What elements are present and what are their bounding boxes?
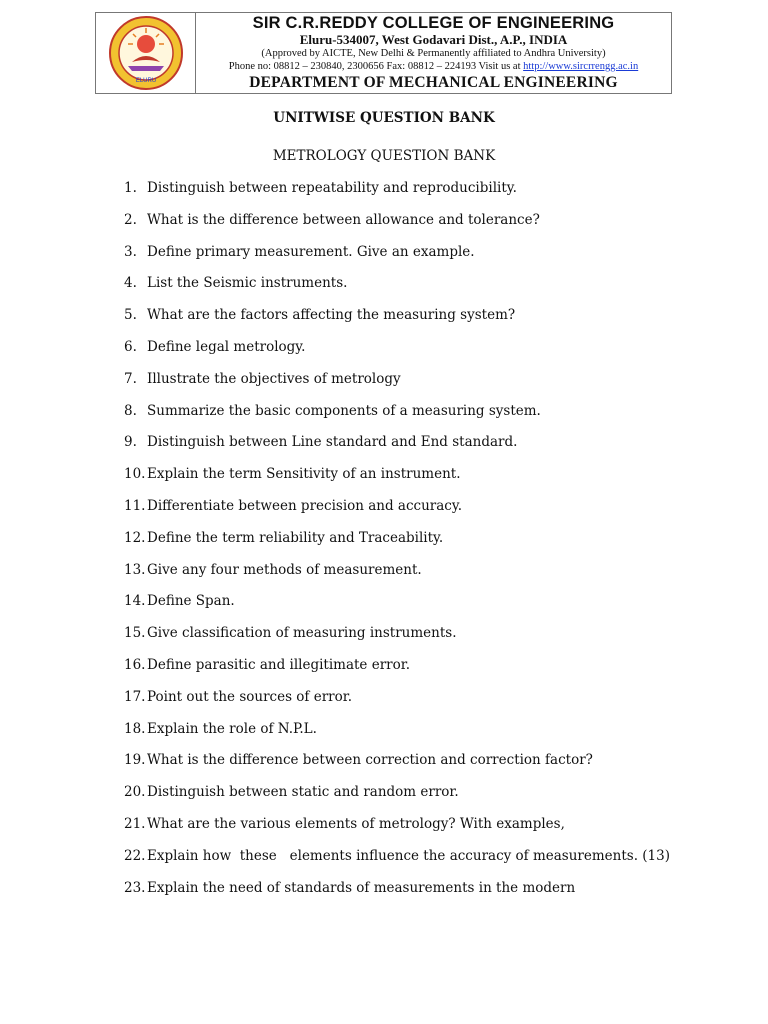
question-number: 8. xyxy=(124,402,137,419)
contact-details: Phone no: 08812 – 230840, 2300656 Fax: 08812 – 224193 Visit us at xyxy=(228,61,524,72)
question-number: 6. xyxy=(124,338,137,355)
question-item xyxy=(0,497,768,529)
question-number: 20. xyxy=(124,784,146,801)
college-logo-icon xyxy=(106,14,186,92)
question-item xyxy=(0,179,768,211)
question-item xyxy=(0,815,768,847)
question-text: Explain the role of N.P.L. xyxy=(147,720,317,737)
question-number: 17. xyxy=(124,688,146,705)
letterhead xyxy=(95,12,672,94)
page-subtitle: METROLOGY QUESTION BANK xyxy=(272,148,496,164)
logo-cell xyxy=(96,13,196,93)
question-text: Define Span. xyxy=(147,593,235,610)
question-item xyxy=(0,879,768,911)
question-text: Give any four methods of measurement. xyxy=(147,561,422,578)
question-text: Explain the need of standards of measurements in the modern xyxy=(147,879,576,896)
question-number: 7. xyxy=(124,370,137,387)
question-number: 14. xyxy=(124,593,146,610)
question-number: 19. xyxy=(124,752,146,769)
question-item xyxy=(0,624,768,656)
question-text: Define the term reliability and Traceability. xyxy=(147,529,444,546)
question-number: 2. xyxy=(124,211,137,228)
question-item xyxy=(0,211,768,243)
department-name: DEPARTMENT OF MECHANICAL ENGINEERING xyxy=(249,74,618,91)
question-item xyxy=(0,688,768,720)
question-text: Give classification of measuring instruments. xyxy=(147,625,457,642)
question-number: 18. xyxy=(124,720,146,737)
question-text: What are the factors affecting the measuring system? xyxy=(147,307,516,324)
question-text: Define primary measurement. Give an example. xyxy=(147,243,475,260)
approval-note: (Approved by AICTE, New Delhi & Permanently affiliated to Andhra University) xyxy=(261,48,606,59)
question-text: Define parasitic and illegitimate error. xyxy=(147,656,410,673)
question-number: 11. xyxy=(124,497,146,514)
letterhead-text xyxy=(196,13,671,93)
question-text: Explain the term Sensitivity of an instrument. xyxy=(147,466,461,483)
question-item xyxy=(0,561,768,593)
logo-text: ELURU xyxy=(135,78,156,84)
question-number: 5. xyxy=(124,307,137,324)
question-number: 16. xyxy=(124,656,146,673)
question-text: What are the various elements of metrology? With examples, xyxy=(147,815,565,832)
question-list xyxy=(0,179,768,910)
question-item xyxy=(0,847,768,879)
question-number: 12. xyxy=(124,529,146,546)
question-number: 3. xyxy=(124,243,137,260)
question-number: 13. xyxy=(124,561,146,578)
question-number: 10. xyxy=(124,466,146,483)
question-text: Differentiate between precision and accuracy. xyxy=(147,497,462,514)
question-item xyxy=(0,465,768,497)
question-number: 22. xyxy=(124,847,146,864)
question-item xyxy=(0,370,768,402)
page-title: UNITWISE QUESTION BANK xyxy=(273,110,495,126)
question-item xyxy=(0,306,768,338)
question-text: Illustrate the objectives of metrology xyxy=(147,370,401,387)
question-item xyxy=(0,402,768,434)
question-item xyxy=(0,338,768,370)
question-text: Summarize the basic components of a measuring system. xyxy=(147,402,541,419)
question-item xyxy=(0,720,768,752)
question-text: What is the difference between allowance and tolerance? xyxy=(147,211,540,228)
question-number: 1. xyxy=(124,180,137,196)
question-item xyxy=(0,656,768,688)
question-text: List the Seismic instruments. xyxy=(147,275,348,292)
question-number: 9. xyxy=(124,434,137,451)
question-text: Distinguish between repeatability and reproducibility. xyxy=(147,180,517,196)
question-number: 15. xyxy=(124,625,146,642)
question-item xyxy=(0,529,768,561)
question-item xyxy=(0,592,768,624)
question-text: Distinguish between static and random error. xyxy=(147,784,459,801)
question-text: Distinguish between Line standard and End standard. xyxy=(147,434,518,451)
question-text: Define legal metrology. xyxy=(147,338,306,355)
college-name: SIR C.R.REDDY COLLEGE OF ENGINEERING xyxy=(252,14,615,32)
question-item xyxy=(0,783,768,815)
question-item xyxy=(0,433,768,465)
question-item xyxy=(0,751,768,783)
question-number: 4. xyxy=(124,275,137,292)
question-text: Point out the sources of error. xyxy=(147,688,353,705)
question-text: Explain how these elements influence the accuracy of measurements. (13) xyxy=(147,847,670,864)
question-number: 21. xyxy=(124,815,146,832)
question-text: What is the difference between correction and correction factor? xyxy=(147,752,593,769)
question-item xyxy=(0,274,768,306)
website-link[interactable]: http://www.sircrrengg.ac.in xyxy=(523,61,639,72)
question-number: 23. xyxy=(124,879,146,896)
question-item xyxy=(0,243,768,275)
college-address: Eluru-534007, West Godavari Dist., A.P., INDIA xyxy=(299,32,568,47)
contact-line xyxy=(196,60,671,73)
